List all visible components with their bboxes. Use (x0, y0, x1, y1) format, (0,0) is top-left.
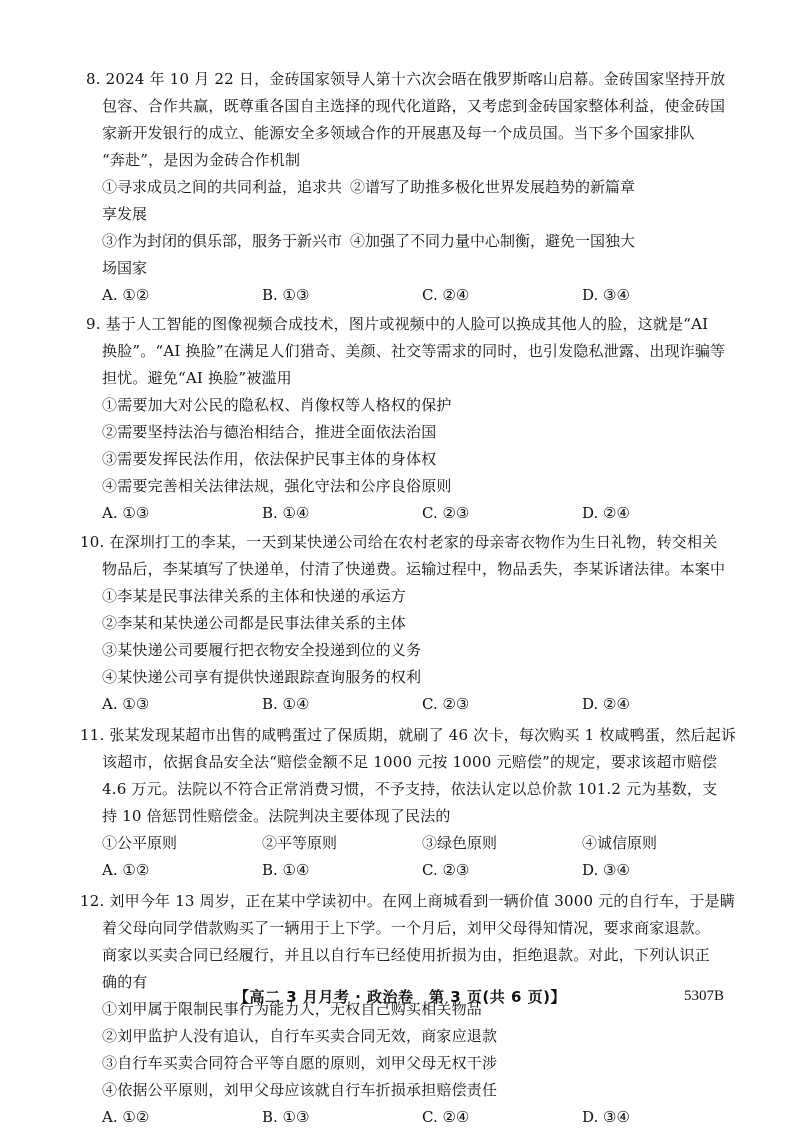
statement-2: ②李某和某快递公司都是民事法律关系的主体 (102, 614, 407, 632)
statement-4: ④加强了不同力量中心制衡，避免一国独大 (350, 232, 636, 250)
question-stem-line: 持 10 倍惩罚性赔偿金。法院判决主要体现了民法的 (102, 807, 451, 825)
statement-3: ③自行车买卖合同符合平等自愿的原则，刘甲父母无权干涉 (102, 1054, 498, 1072)
question-stem-line: 9. 基于人工智能的图像视频合成技术，图片或视频中的人脸可以换成其他人的脸，这就是“AI (86, 315, 709, 333)
question-stem-line: 8. 2024 年 10 月 22 日，金砖国家领导人第十六次会晤在俄罗斯喀山启幕。金砖国家坚持开放 (86, 70, 726, 88)
question-stem-line: 家新开发银行的成立、能源安全多领域合作的开展惠及每一个成员国。当下多个国家排队 (102, 124, 695, 142)
statement-4: ④依据公平原则，刘甲父母应该就自行车折损承担赔偿责任 (102, 1081, 498, 1099)
statement-3: ③作为封闭的俱乐部，服务于新兴市场国家 (102, 232, 343, 277)
question-stem-line: 12. 刘甲今年 13 周岁，正在某中学读初中。在网上商城看到一辆价值 3000 元的自行车，于是瞒 (80, 892, 735, 910)
choice-c: C. ②④ (422, 1108, 470, 1126)
question-stem-line: 10. 在深圳打工的李某，一天到某快递公司给在农村老家的母亲寄衣物作为生日礼物，转交相关 (80, 533, 718, 551)
statements (102, 996, 740, 1104)
choice-a: A. ①② (102, 1108, 150, 1126)
question-stem-line: 包容、合作共赢，既尊重各国自主选择的现代化道路，又考虑到金砖国家整体利益，使金砖国 (102, 97, 726, 115)
choice-a: A. ①② (102, 286, 150, 304)
choice-b: B. ①③ (262, 1108, 310, 1126)
choice-d: D. ③④ (582, 861, 630, 879)
choice-c: C. ②③ (422, 695, 470, 713)
question-stem-line: 担忧。避免“AI 换脸”被滥用 (102, 369, 292, 387)
choice-d: D. ②④ (582, 695, 630, 713)
answer-choices (102, 1104, 740, 1131)
statement-2: ②需要坚持法治与德治相结合，推进全面依法治国 (102, 423, 437, 441)
statement-2: ②平等原则 (262, 834, 338, 852)
question-8 (86, 66, 740, 309)
choice-c: C. ②③ (422, 504, 470, 522)
question-stem-line: 确的有 (102, 973, 148, 991)
question-stem-line: 着父母向同学借款购买了一辆用于上下学。一个月后，刘甲父母得知情况，要求商家退款。 (102, 919, 711, 937)
question-11 (80, 722, 740, 884)
statement-2: ②刘甲监护人没有追认，自行车买卖合同无效，商家应退款 (102, 1027, 498, 1045)
statement-3: ③某快递公司要履行把衣物安全投递到位的义务 (102, 641, 422, 659)
statement-1: ①刘甲属于限制民事行为能力人，无权自己购买相关物品 (102, 1000, 483, 1018)
statement-1: ①寻求成员之间的共同利益，追求共享发展 (102, 178, 343, 223)
question-9 (86, 311, 740, 527)
statements (102, 830, 740, 857)
choice-d: D. ③④ (582, 1108, 630, 1126)
paper-code: 5307B (683, 988, 724, 1004)
statement-4: ④某快递公司享有提供快递跟踪查询服务的权利 (102, 668, 422, 686)
statement-3: ③需要发挥民法作用，依法保护民事主体的身体权 (102, 450, 437, 468)
statements (102, 174, 740, 282)
question-stem-line: 11. 张某发现某超市出售的咸鸭蛋过了保质期，就刷了 46 次卡，每次购买 1 枚咸鸭蛋，然后起诉 (80, 726, 737, 744)
question-stem-line: 物品后，李某填写了快递单，付清了快递费。运输过程中，物品丢失，李某诉诸法律。本案中 (102, 560, 726, 578)
statements (102, 583, 740, 691)
question-stem-line: 商家以买卖合同已经履行，并且以自行车已经使用折损为由，拒绝退款。对此，下列认识正 (102, 946, 711, 964)
statements (102, 392, 740, 500)
answer-choices (102, 857, 740, 884)
answer-choices (102, 500, 740, 527)
statement-2: ②谱写了助推多极化世界发展趋势的新篇章 (350, 178, 636, 196)
answer-choices (102, 282, 740, 309)
choice-c: C. ②③ (422, 861, 470, 879)
choice-b: B. ①④ (262, 504, 310, 522)
choice-a: A. ①② (102, 861, 150, 879)
choice-a: A. ①③ (102, 504, 150, 522)
statement-4: ④需要完善相关法律法规，强化守法和公序良俗原则 (102, 477, 452, 495)
choice-c: C. ②④ (422, 286, 470, 304)
answer-choices (102, 691, 740, 718)
question-stem-line: 4.6 万元。法院以不符合正常消费习惯，不予支持，依法认定以总价款 101.2 元为基数，支 (102, 780, 718, 798)
choice-b: B. ①④ (262, 695, 310, 713)
question-10 (80, 529, 740, 718)
statement-1: ①公平原则 (102, 834, 178, 852)
question-stem-line: 该超市，依据食品安全法“赔偿金额不足 1000 元按 1000 元赔偿”的规定，要求该超市赔偿 (102, 753, 718, 771)
choice-b: B. ①④ (262, 861, 310, 879)
choice-d: D. ②④ (582, 504, 630, 522)
statement-1: ①需要加大对公民的隐私权、肖像权等人格权的保护 (102, 396, 452, 414)
statement-4: ④诚信原则 (582, 834, 658, 852)
question-stem-line: “奔赴”，是因为金砖合作机制 (102, 151, 301, 169)
choice-d: D. ③④ (582, 286, 630, 304)
statement-3: ③绿色原则 (422, 834, 498, 852)
choice-b: B. ①③ (262, 286, 310, 304)
question-stem-line: 换脸”。“AI 换脸”在满足人们猎奇、美颜、社交等需求的同时，也引发隐私泄露、出现诈骗等 (102, 342, 726, 360)
question-12 (80, 888, 740, 1131)
page-footer: 【高二 3 月月考 · 政治卷 第 3 页(共 6 页)】 (234, 988, 566, 1006)
choice-a: A. ①③ (102, 695, 150, 713)
statement-1: ①李某是民事法律关系的主体和快递的承运方 (102, 587, 407, 605)
